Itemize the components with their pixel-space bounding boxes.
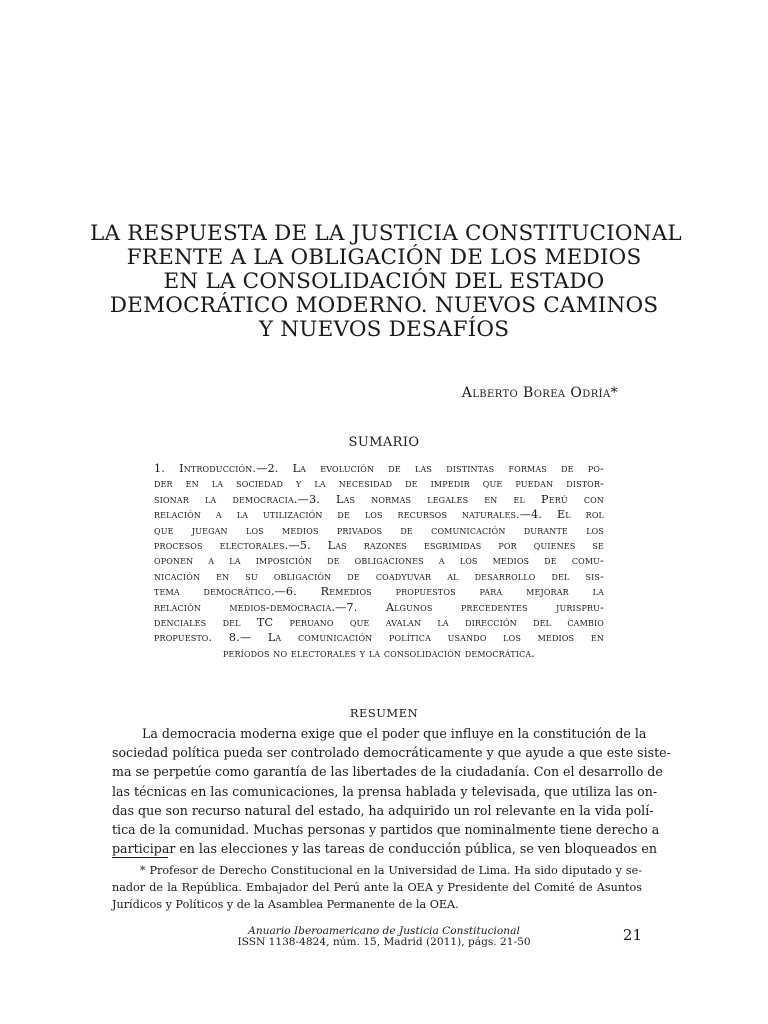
sumario-line: sionar la democracia.—3. Las normas legales en el Perú con bbox=[154, 492, 604, 506]
resumen-line: tica de la comunidad. Muchas personas y partidos que nominalmente tiene derecho a bbox=[112, 822, 660, 838]
resumen-line: La democracia moderna exige que el poder que influye en la constitución de la bbox=[142, 726, 647, 741]
resumen-line: las técnicas en las comunicaciones, la prensa hablada y televisada, que utiliza las on- bbox=[112, 783, 658, 799]
footnote-divider bbox=[112, 857, 168, 858]
journal-issn: ISSN 1138-4824, núm. 15, Madrid (2011), págs. 21-50 bbox=[237, 936, 531, 948]
resumen-line: das que son recurso natural del estado, ha adquirido un rol relevante en la vida polí- bbox=[112, 802, 654, 818]
title-line: FRENTE A LA OBLIGACIÓN DE LOS MEDIOS bbox=[126, 245, 642, 270]
author-footnote bbox=[112, 862, 642, 913]
sumario-line: períodos no electorales y la consolidación democrática. bbox=[222, 646, 536, 660]
sumario-line: oponen a la imposición de obligaciones a los medios de comu- bbox=[154, 554, 604, 568]
sumario-line: que juegan los medios privados de comunicación durante los bbox=[154, 523, 604, 537]
sumario-line: denciales del TC peruano que avalan la dirección del cambio bbox=[154, 616, 604, 630]
article-title bbox=[90, 221, 682, 342]
footnote-line: nador de la República. Embajador del Perú ante la OEA y Presidente del Comité de Asuntos bbox=[112, 881, 642, 894]
title-line: DEMOCRÁTICO MODERNO. NUEVOS CAMINOS bbox=[109, 293, 659, 318]
resumen-heading: RESUMEN bbox=[349, 706, 419, 720]
resumen-body bbox=[112, 724, 671, 858]
resumen-line: participar en las elecciones y las tareas de conducción pública, se ven bloqueados en bbox=[112, 841, 657, 857]
title-line: Y NUEVOS DESAFÍOS bbox=[258, 317, 510, 342]
page-number: 21 bbox=[622, 926, 642, 944]
sumario-line: relación medios-democracia.—7. Algunos precedentes jurispru- bbox=[154, 600, 604, 614]
sumario-line: tema democrático.—6. Remedios propuestos para mejorar la bbox=[154, 585, 604, 599]
sumario-line: propuesto. 8.— La comunicación política usando los medios en bbox=[154, 631, 604, 645]
sumario-heading: SUMARIO bbox=[348, 435, 420, 450]
journal-name: Anuario Iberoamericano de Justicia Constitucional bbox=[248, 925, 520, 937]
title-line: EN LA CONSOLIDACIÓN DEL ESTADO bbox=[163, 269, 605, 294]
sumario-line: procesos electorales.—5. Las razones esgrimidas por quienes se bbox=[154, 539, 604, 553]
footnote-line: * Profesor de Derecho Constitucional en la Universidad de Lima. Ha sido diputado y se- bbox=[140, 864, 642, 877]
sumario-body bbox=[154, 461, 604, 661]
author-name: Alberto Borea Odría* bbox=[461, 385, 618, 401]
sumario-line: 1. Introducción.—2. La evolución de las distintas formas de po- bbox=[154, 462, 604, 475]
sumario-line: relación a la utilización de los recursos naturales.—4. El rol bbox=[154, 508, 604, 522]
sumario-line: nicación en su obligación de coadyuvar al desarrollo del sis- bbox=[154, 569, 604, 583]
resumen-line: sociedad política pueda ser controlado democráticamente y que ayude a que este siste- bbox=[112, 745, 671, 761]
sumario-line: der en la sociedad y la necesidad de impedir que puedan distor- bbox=[154, 477, 604, 491]
footnote-line: Jurídicos y Políticos y de la Asamblea Permanente de la OEA. bbox=[112, 898, 459, 911]
title-line: LA RESPUESTA DE LA JUSTICIA CONSTITUCIONAL bbox=[90, 221, 682, 246]
resumen-line: ma se perpetúe como garantía de las libertades de la ciudadanía. Con el desarrollo de bbox=[112, 764, 663, 780]
